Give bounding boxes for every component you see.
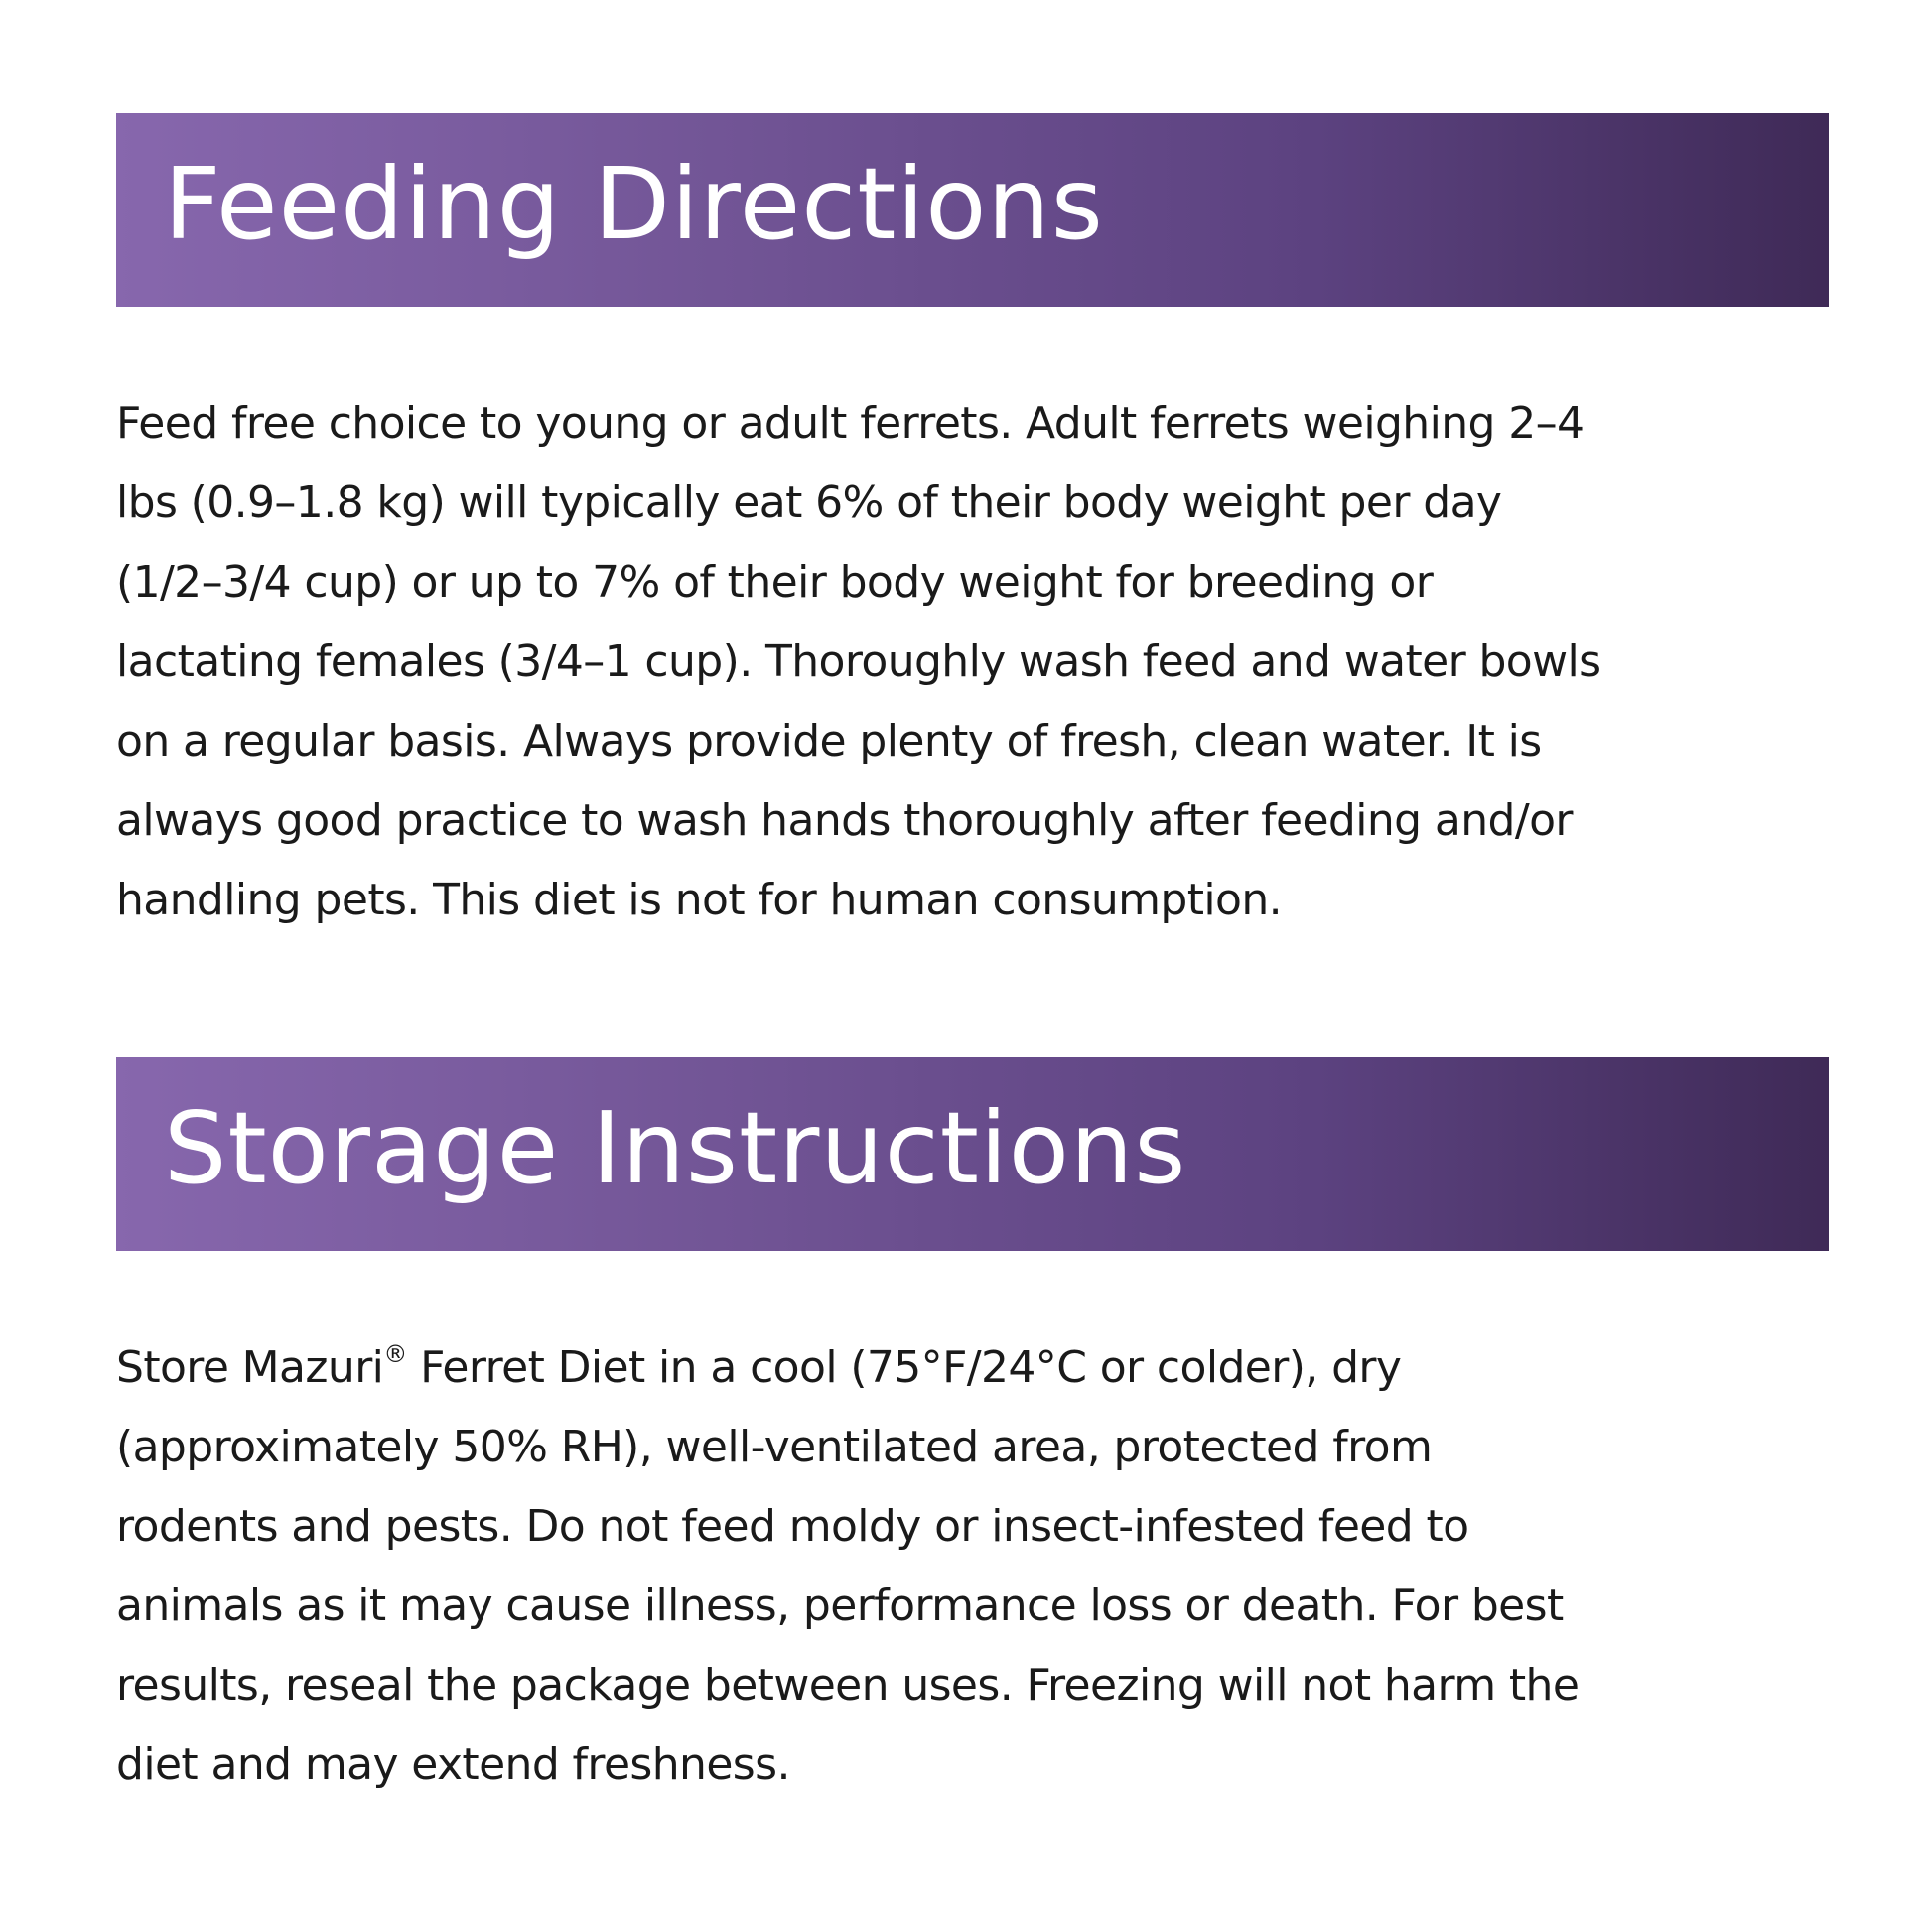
feeding-directions-section [116, 113, 1829, 940]
feeding-line: handling pets. This diet is not for human consumption. [116, 875, 1283, 925]
storage-line-rest: Ferret Diet in a cool (75°F/24°C or colder), dry [406, 1342, 1402, 1393]
feeding-directions-heading: Feeding Directions [164, 145, 1104, 262]
feeding-line: lactating females (3/4–1 cup). Thoroughly wash feed and water bowls [116, 636, 1601, 687]
feeding-line: Feed free choice to young or adult ferrets. Adult ferrets weighing 2–4 [116, 398, 1585, 449]
feeding-line: lbs (0.9–1.8 kg) will typically eat 6% of their body weight per day [116, 478, 1502, 528]
storage-instructions-heading: Storage Instructions [164, 1089, 1187, 1206]
feeding-directions-text [116, 384, 1829, 940]
storage-line-brand: Store Mazuri [116, 1342, 384, 1393]
storage-line: (approximately 50% RH), well-ventilated area, protected from [116, 1422, 1433, 1472]
feeding-line: on a regular basis. Always provide plenty of fresh, clean water. It is [116, 716, 1542, 766]
storage-instructions-text [116, 1328, 1829, 1805]
registered-trademark-mark: ® [383, 1340, 407, 1369]
storage-line: diet and may extend freshness. [116, 1739, 790, 1790]
feeding-line: always good practice to wash hands thoroughly after feeding and/or [116, 795, 1573, 846]
storage-line: animals as it may cause illness, performance loss or death. For best [116, 1581, 1564, 1631]
storage-instructions-banner [116, 1057, 1829, 1251]
feeding-directions-banner [116, 113, 1829, 307]
storage-line: rodents and pests. Do not feed moldy or insect-infested feed to [116, 1501, 1469, 1552]
storage-instructions-section [116, 1057, 1829, 1805]
feeding-line: (1/2–3/4 cup) or up to 7% of their body weight for breeding or [116, 557, 1434, 608]
storage-line: results, reseal the package between uses. Freezing will not harm the [116, 1660, 1580, 1711]
